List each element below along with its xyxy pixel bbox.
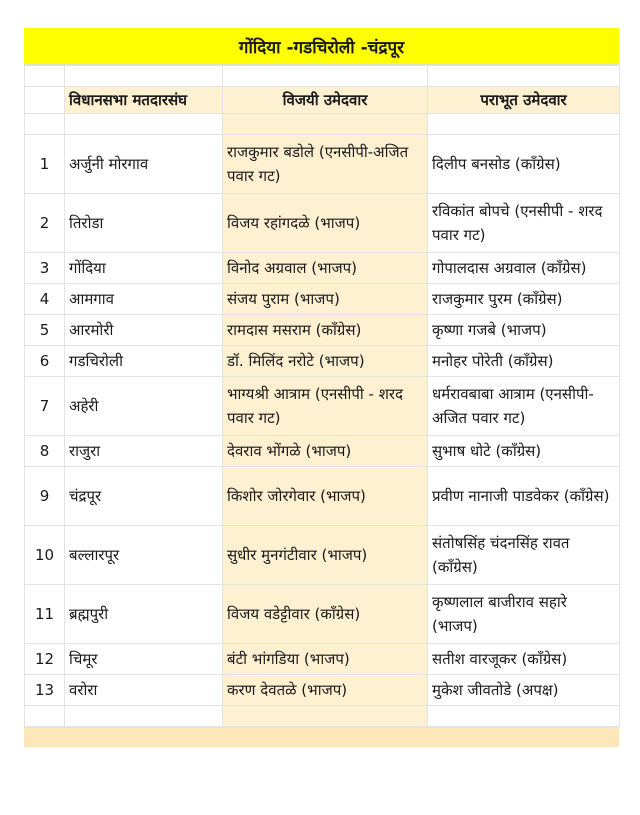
- winner-cell: भाग्यश्री आत्राम (एनसीपी - शरद पवार गट): [223, 377, 428, 436]
- row-number: 9: [25, 467, 65, 526]
- loser-cell: गोपालदास अग्रवाल (काँग्रेस): [428, 253, 620, 284]
- row-number: 13: [25, 675, 65, 706]
- constituency-cell: आमगाव: [65, 284, 223, 315]
- constituency-cell: आरमोरी: [65, 315, 223, 346]
- loser-cell: संतोषसिंह चंदनसिंह रावत (काँग्रेस): [428, 526, 620, 585]
- constituency-cell: गोंदिया: [65, 253, 223, 284]
- table-row: [25, 644, 620, 675]
- winner-cell: बंटी भांगडिया (भाजप): [223, 644, 428, 675]
- loser-cell: सतीश वारजूकर (काँग्रेस): [428, 644, 620, 675]
- row-number: 1: [25, 135, 65, 194]
- header-loser: पराभूत उमेदवार: [428, 87, 620, 114]
- constituency-cell: अहेरी: [65, 377, 223, 436]
- row-number: 2: [25, 194, 65, 253]
- blank-row: [25, 114, 620, 135]
- loser-cell: कृष्णलाल बाजीराव सहारे (भाजप): [428, 585, 620, 644]
- winner-cell: संजय पुराम (भाजप): [223, 284, 428, 315]
- table-row: [25, 135, 620, 194]
- sheet-title: गोंदिया -गडचिरोली -चंद्रपूर: [24, 28, 619, 65]
- winner-cell: करण देवतळे (भाजप): [223, 675, 428, 706]
- constituency-cell: चंद्रपूर: [65, 467, 223, 526]
- loser-cell: मनोहर पोरेती (काँग्रेस): [428, 346, 620, 377]
- table-row: [25, 346, 620, 377]
- table-row: [25, 253, 620, 284]
- row-number: 11: [25, 585, 65, 644]
- blank-row: [25, 66, 620, 87]
- winner-cell: किशोर जोरगेवार (भाजप): [223, 467, 428, 526]
- table-row: [25, 467, 620, 526]
- loser-cell: सुभाष धोटे (काँग्रेस): [428, 436, 620, 467]
- loser-cell: प्रवीण नानाजी पाडवेकर (काँग्रेस): [428, 467, 620, 526]
- header-winner: विजयी उमेदवार: [223, 87, 428, 114]
- row-number: 10: [25, 526, 65, 585]
- constituency-cell: ब्रह्मपुरी: [65, 585, 223, 644]
- sheet-footer: [24, 727, 619, 747]
- winner-cell: देवराव भोंगळे (भाजप): [223, 436, 428, 467]
- constituency-cell: चिमूर: [65, 644, 223, 675]
- row-number: 3: [25, 253, 65, 284]
- table-row: [25, 436, 620, 467]
- loser-cell: दिलीप बनसोड (काँग्रेस): [428, 135, 620, 194]
- row-number: 8: [25, 436, 65, 467]
- table-row: [25, 315, 620, 346]
- constituency-cell: वरोरा: [65, 675, 223, 706]
- table-row: [25, 194, 620, 253]
- row-number: 4: [25, 284, 65, 315]
- winner-cell: राजकुमार बडोले (एनसीपी-अजित पवार गट): [223, 135, 428, 194]
- constituency-cell: राजुरा: [65, 436, 223, 467]
- table-row: [25, 377, 620, 436]
- winner-cell: डॉ. मिलिंद नरोटे (भाजप): [223, 346, 428, 377]
- constituency-cell: तिरोडा: [65, 194, 223, 253]
- header-row: [25, 87, 620, 114]
- row-number: 5: [25, 315, 65, 346]
- results-table: [24, 65, 620, 727]
- loser-cell: धर्मरावबाबा आत्राम (एनसीपी-अजित पवार गट): [428, 377, 620, 436]
- winner-cell: विजय वडेट्टीवार (काँग्रेस): [223, 585, 428, 644]
- results-sheet: [24, 28, 619, 747]
- loser-cell: रविकांत बोपचे (एनसीपी - शरद पवार गट): [428, 194, 620, 253]
- table-row: [25, 526, 620, 585]
- header-constituency: विधानसभा मतदारसंघ: [65, 87, 223, 114]
- winner-cell: विजय रहांगदळे (भाजप): [223, 194, 428, 253]
- loser-cell: कृष्णा गजबे (भाजप): [428, 315, 620, 346]
- winner-cell: सुधीर मुनगंटीवार (भाजप): [223, 526, 428, 585]
- blank-row: [25, 706, 620, 727]
- winner-cell: विनोद अग्रवाल (भाजप): [223, 253, 428, 284]
- constituency-cell: अर्जुनी मोरगाव: [65, 135, 223, 194]
- table-row: [25, 284, 620, 315]
- table-row: [25, 675, 620, 706]
- row-number: 12: [25, 644, 65, 675]
- table-row: [25, 585, 620, 644]
- constituency-cell: गडचिरोली: [65, 346, 223, 377]
- row-number: 7: [25, 377, 65, 436]
- winner-cell: रामदास मसराम (काँग्रेस): [223, 315, 428, 346]
- row-number: 6: [25, 346, 65, 377]
- constituency-cell: बल्लारपूर: [65, 526, 223, 585]
- loser-cell: राजकुमार पुरम (काँग्रेस): [428, 284, 620, 315]
- loser-cell: मुकेश जीवतोडे (अपक्ष): [428, 675, 620, 706]
